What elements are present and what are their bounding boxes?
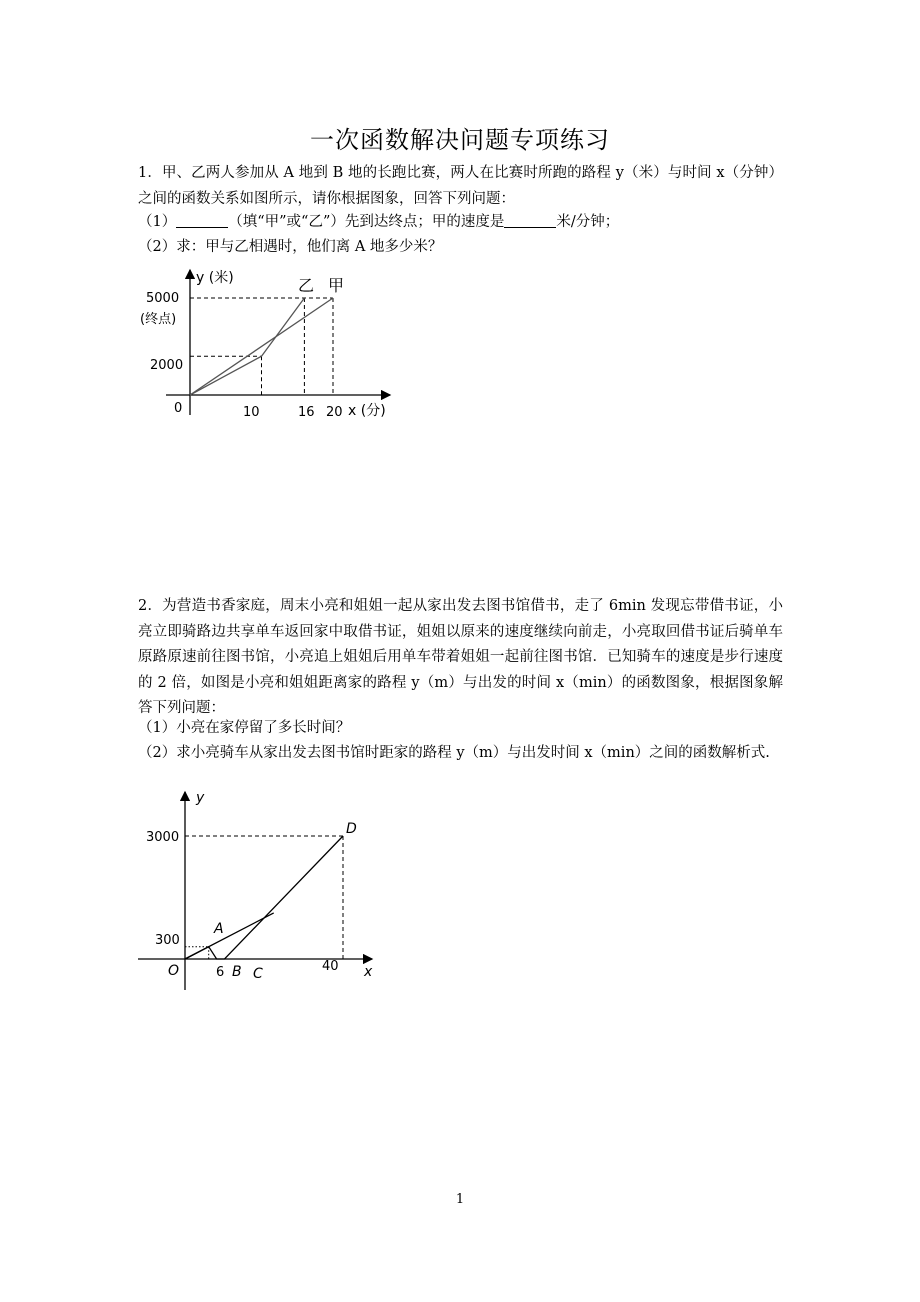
x-tick-16: 16: [298, 405, 315, 420]
q1-part1-unit: 米/分钟；: [556, 214, 620, 230]
point-label-B: B: [232, 964, 242, 980]
point-label-C: C: [253, 966, 263, 982]
series-line-yi: [190, 298, 304, 395]
answer-blank: [504, 213, 556, 228]
y-tick-2000: 2000: [150, 358, 184, 373]
y-tick-finish: (终点): [140, 312, 177, 327]
chart-q1: [130, 262, 400, 432]
y-tick-3000: 3000: [146, 830, 180, 845]
y-axis-label: y (米): [196, 270, 234, 286]
point-label-O: O: [168, 963, 180, 979]
x-tick-10: 10: [243, 405, 260, 420]
page-number: 1: [455, 1192, 465, 1207]
x-tick-40: 40: [322, 959, 339, 974]
answer-blank: [176, 213, 228, 228]
page-title: 一次函数解决问题专项练习: [310, 126, 610, 154]
guide-lines: [185, 836, 343, 959]
series-label-jia: 甲: [328, 276, 345, 295]
y-axis-label: y: [196, 790, 205, 806]
q1-stem: 1．甲、乙两人参加从 A 地到 B 地的长跑比赛，两人在比赛时所跑的路程 y（米）与时间 x（分钟）之间的函数关系如图所示，请你根据图象，回答下列问题：: [138, 165, 783, 207]
point-label-A: A: [214, 921, 224, 937]
chart-q2: [130, 782, 390, 997]
point-label-D: D: [346, 821, 357, 837]
y-tick-300: 300: [155, 933, 180, 948]
x-axis-label: x: [364, 964, 373, 980]
x-tick-0: 0: [174, 401, 183, 416]
series-group: [185, 836, 343, 959]
q1-part1: [138, 210, 619, 235]
q2-part2: （2）求小亮骑车从家出发去图书馆时距家的路程 y（m）与出发时间 x（min）之间的函数解析式.: [138, 745, 770, 761]
x-tick-6: 6: [216, 965, 225, 980]
q1-part1-label: （1）: [138, 214, 177, 230]
q1-part1-text: （填“甲”或“乙”）先到达终点；甲的速度是: [228, 214, 505, 230]
x-axis-label: x (分): [348, 403, 386, 419]
x-tick-20: 20: [326, 405, 343, 420]
y-tick-5000: 5000: [146, 291, 180, 306]
series-line-xiaoliang: [185, 836, 343, 959]
series-label-yi: 乙: [298, 276, 315, 295]
series-line-sister: [185, 913, 274, 959]
q2-part1: （1）小亮在家停留了多长时间？: [138, 720, 351, 736]
q1-part2: （2）求：甲与乙相遇时，他们离 A 地多少米？: [138, 239, 443, 255]
q2-stem: 2．为营造书香家庭，周末小亮和姐姐一起从家出发去图书馆借书，走了 6min 发现忘带借书证，小亮立即骑路边共享单车返回家中取借书证，姐姐以原来的速度继续向前走，小亮取回借书证后骑单车原路原速前往图书馆，小亮追上姐姐后用单车带着姐姐一起前往图书馆．已知骑车的速度是步行速度的 2 倍，如图是小亮和姐姐距离家的路程 y（m）与出发的时间 x（min）的函数图象，根据图象解答下列问题：: [138, 598, 783, 716]
